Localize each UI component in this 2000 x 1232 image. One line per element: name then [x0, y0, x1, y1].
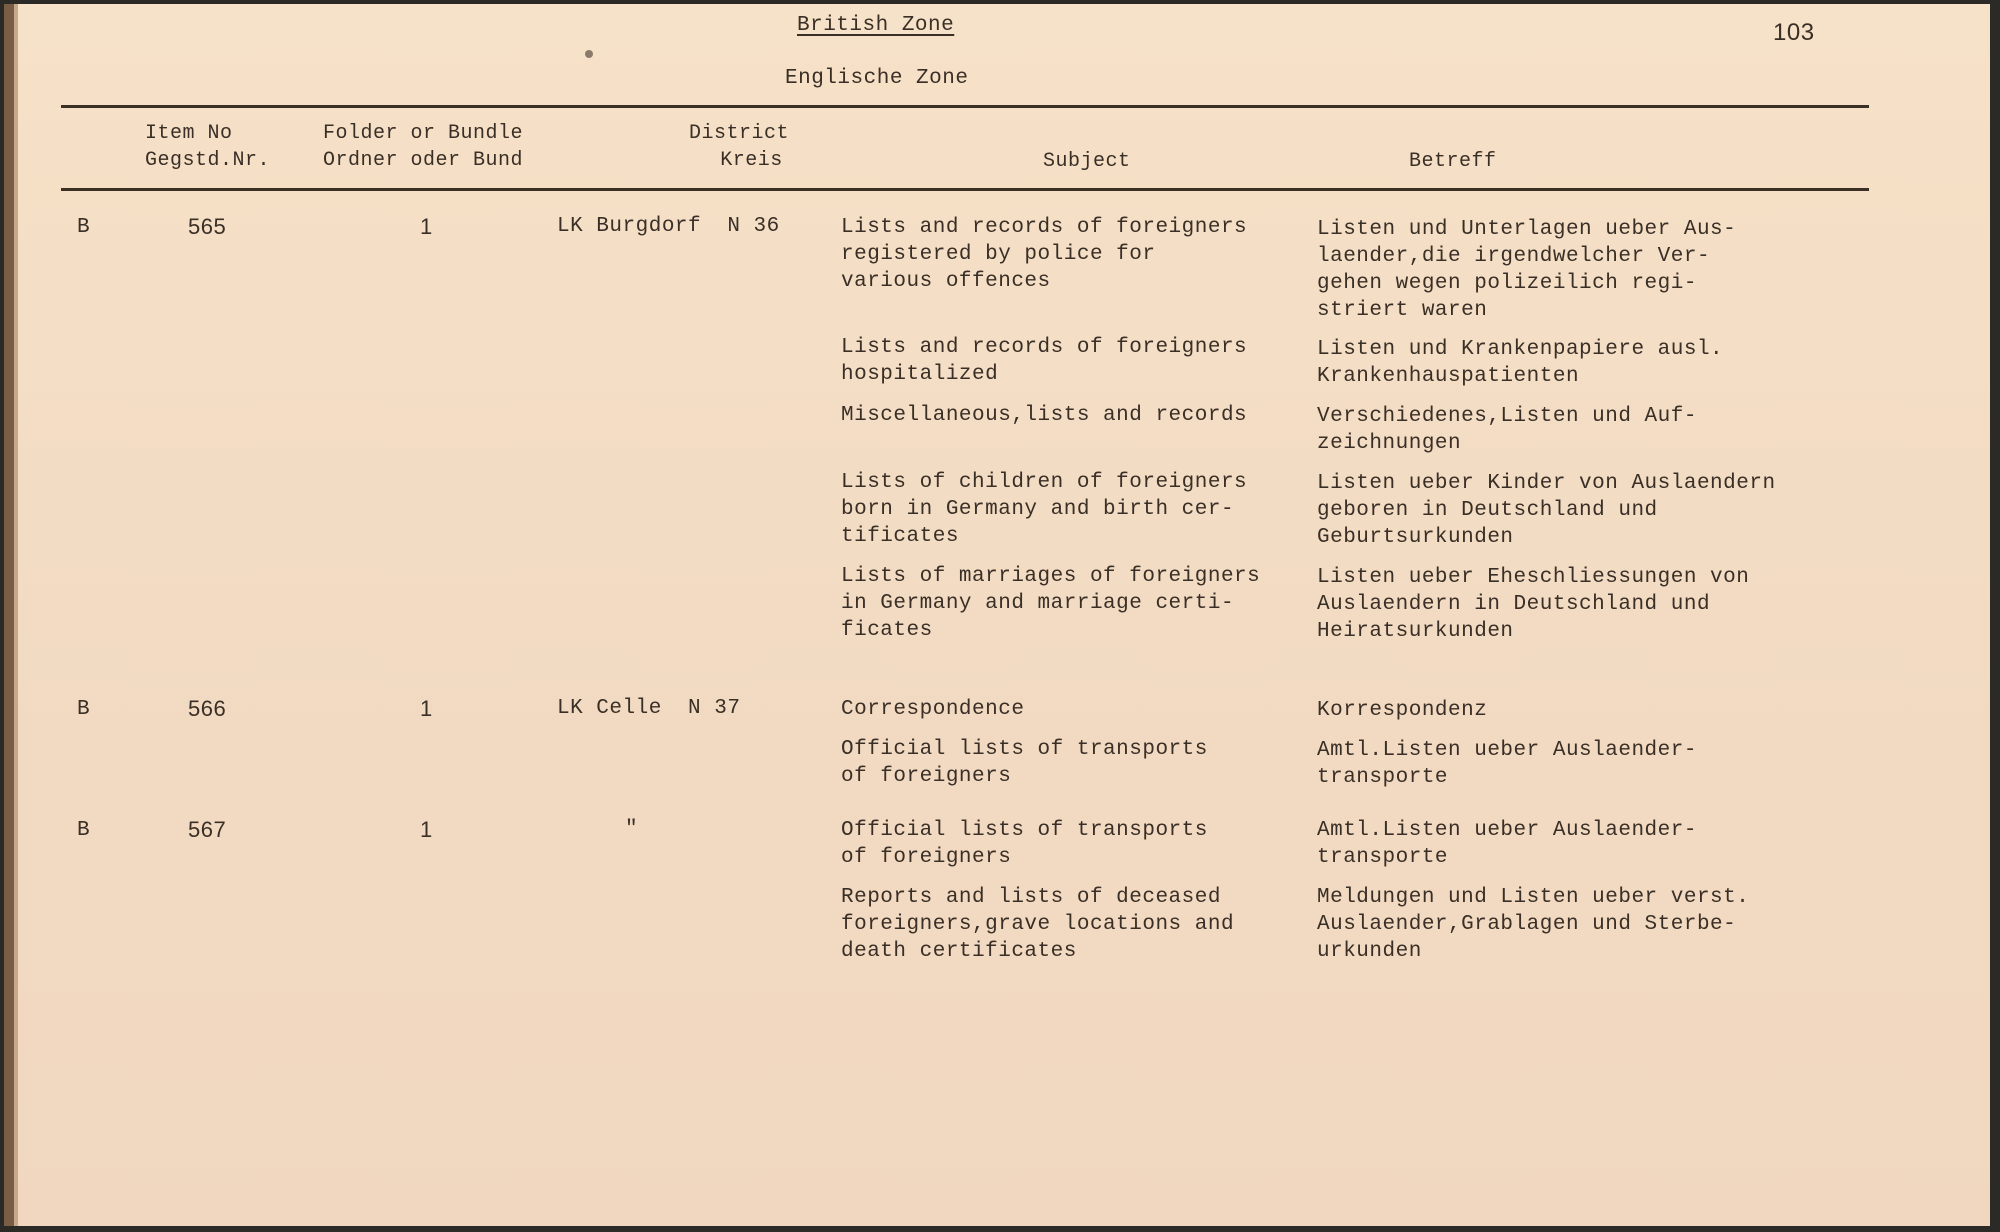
entry-subject: Lists of children of foreigners born in Germany and birth cer- tificates	[841, 471, 1248, 548]
entry-subject: Correspondence	[841, 698, 1025, 721]
row-letter: B	[77, 216, 91, 239]
header-rule-top	[61, 105, 1869, 108]
page-binding	[4, 4, 14, 1226]
entry-subject: Lists of marriages of foreigners in Germany and marriage certi- ficates	[841, 565, 1261, 642]
entry-betreff: Amtl.Listen ueber Auslaender- transporte	[1317, 819, 1697, 869]
entry-subject: Official lists of transports of foreigners	[841, 738, 1208, 788]
entry-betreff: Listen ueber Kinder von Auslaendern geboren in Deutschland und Geburtsurkunden	[1317, 472, 1776, 549]
column-header-betreff: Betreff	[1409, 150, 1497, 173]
row-folder: 1	[420, 214, 433, 239]
column-header-item: Item No Gegstd.Nr.	[145, 122, 271, 172]
page-binding-edge	[14, 4, 18, 1226]
entry-subject: Official lists of transports of foreigners	[841, 819, 1208, 869]
row-district: LK Celle N 37	[557, 697, 741, 720]
column-header-folder: Folder or Bundle Ordner oder Bund	[323, 122, 524, 172]
zone-title: British Zone	[797, 14, 955, 37]
column-header-subject: Subject	[1043, 150, 1131, 173]
row-district-ditto: "	[625, 818, 639, 841]
row-folder: 1	[420, 817, 433, 842]
page-number: 103	[1773, 19, 1815, 46]
header-rule-bottom	[61, 188, 1869, 191]
entry-betreff: Listen und Unterlagen ueber Aus- laender,die irgendwelcher Ver- gehen wegen polizeilich regi- striert waren	[1317, 218, 1737, 322]
entry-subject: Lists and records of foreigners hospitalized	[841, 336, 1248, 386]
row-district: LK Burgdorf N 36	[557, 215, 780, 238]
entry-betreff: Listen ueber Eheschliessungen von Auslaendern in Deutschland und Heiratsurkunden	[1317, 566, 1750, 643]
entry-betreff: Verschiedenes,Listen und Auf- zeichnungen	[1317, 405, 1697, 455]
row-letter: B	[77, 819, 91, 842]
entry-subject: Miscellaneous,lists and records	[841, 404, 1248, 427]
row-item-no: 565	[188, 214, 227, 239]
document-page	[4, 4, 1990, 1226]
entry-betreff: Meldungen und Listen ueber verst. Auslaender,Grablagen und Sterbe- urkunden	[1317, 886, 1750, 963]
row-letter: B	[77, 698, 91, 721]
row-item-no: 566	[188, 696, 227, 721]
entry-subject: Reports and lists of deceased foreigners,grave locations and death certificates	[841, 886, 1235, 963]
entry-betreff: Listen und Krankenpapiere ausl. Krankenhauspatienten	[1317, 338, 1724, 388]
row-item-no: 567	[188, 817, 227, 842]
zone-subtitle: Englische Zone	[785, 67, 969, 90]
entry-betreff: Korrespondenz	[1317, 699, 1488, 722]
entry-subject: Lists and records of foreigners registered by police for various offences	[841, 216, 1248, 293]
column-header-district: District Kreis	[689, 122, 790, 172]
entry-betreff: Amtl.Listen ueber Auslaender- transporte	[1317, 739, 1697, 789]
row-folder: 1	[420, 696, 433, 721]
paper-speck	[585, 50, 593, 58]
